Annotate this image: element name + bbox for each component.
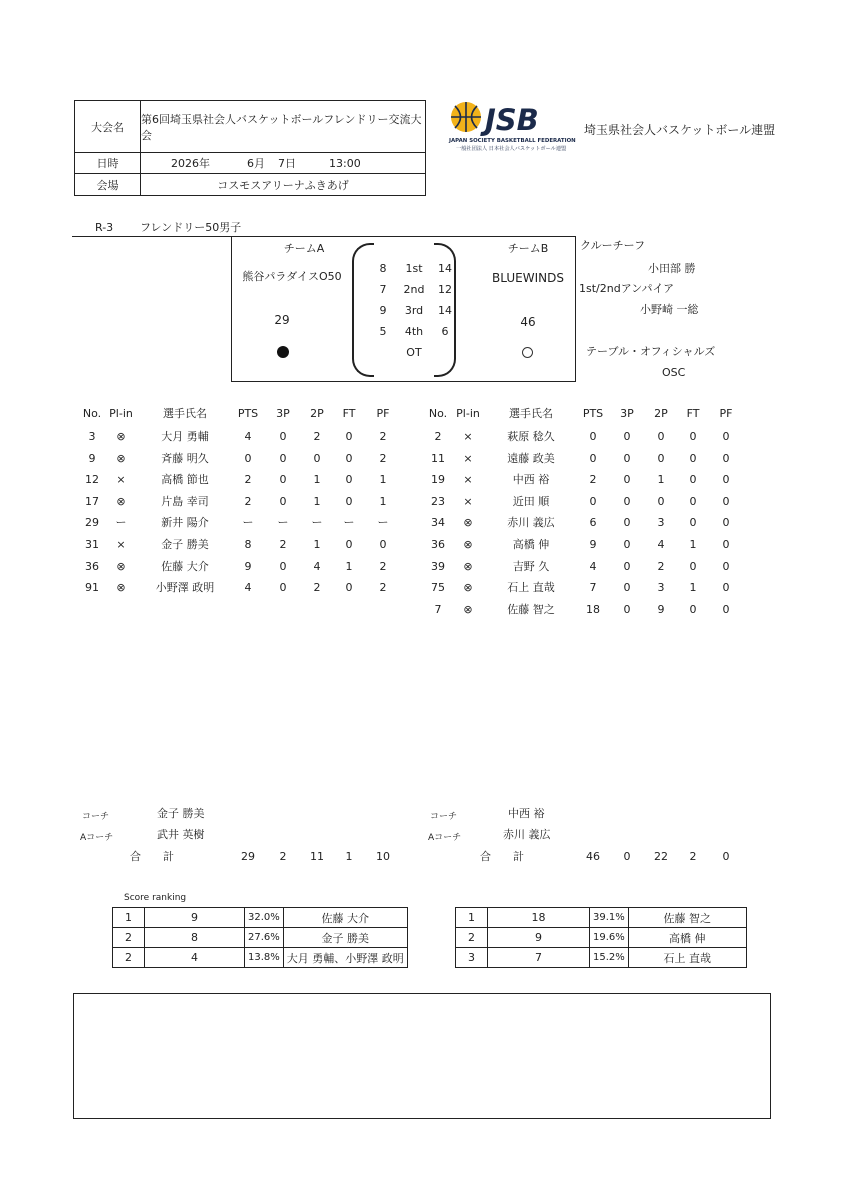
player-3p: 0: [623, 430, 631, 443]
player-2p: ー: [311, 516, 323, 530]
total-ft: 1: [345, 850, 353, 863]
rank-position: 2: [113, 928, 145, 948]
player-ft: 0: [689, 602, 697, 616]
total-pts: 46: [586, 850, 600, 863]
umpire-name: 小野崎 一総: [640, 303, 699, 316]
header-player-name: 選手氏名: [509, 407, 553, 420]
period-3-label: 3rd: [404, 304, 424, 317]
logo-line2: 一般社団法人 日本社会人バスケットボール連盟: [456, 146, 567, 152]
team-b-total: 46: [520, 315, 536, 329]
player-number: 7: [434, 602, 442, 616]
player-2p: 1: [657, 473, 665, 487]
header-plin: Pl-in: [456, 407, 480, 420]
score-box: [231, 236, 576, 382]
game-code: R-3: [95, 221, 114, 234]
ranking-row: [456, 908, 747, 928]
player-2p: 0: [313, 451, 321, 465]
player-number: 36: [85, 559, 99, 573]
play-in-mark: ⊗: [463, 516, 473, 530]
play-in-mark: ×: [116, 473, 126, 487]
rank-percentage: 15.2%: [590, 948, 629, 968]
player-pf: 0: [722, 451, 730, 465]
play-in-mark: ×: [463, 451, 473, 465]
player-pts: 6: [589, 516, 597, 530]
header-player-name: 選手氏名: [163, 407, 207, 420]
player-number: 17: [85, 494, 99, 508]
coach-name: 金子 勝美: [157, 807, 205, 820]
ranking-row: [113, 908, 408, 928]
team-b-label: チームB: [507, 242, 549, 255]
player-2p: 0: [657, 430, 665, 443]
tournament-name: 第6回埼玉県社会人バスケットボールフレンドリー交流大会: [141, 112, 422, 142]
total-2p: 11: [310, 850, 324, 863]
player-name: 高橋 伸: [512, 538, 550, 551]
player-number: 11: [431, 451, 445, 465]
player-number: 12: [85, 473, 99, 487]
player-3p: 0: [623, 602, 631, 616]
header-ft: FT: [686, 407, 700, 420]
period-ot-label: OT: [406, 346, 422, 359]
play-in-mark: ×: [116, 538, 126, 551]
period-2-a: 7: [379, 283, 387, 296]
period-2-b: 12: [438, 283, 452, 296]
player-2p: 4: [657, 538, 665, 551]
period-1-b: 14: [438, 262, 452, 275]
player-pf: 0: [722, 581, 730, 595]
ranking-row: [456, 928, 747, 948]
team-b-marker-icon: [522, 347, 533, 358]
player-pts: 4: [244, 430, 252, 443]
player-2p: 0: [657, 494, 665, 508]
notes-box[interactable]: [73, 993, 771, 1119]
rank-position: 1: [113, 908, 145, 928]
player-number: 34: [431, 516, 445, 530]
header-pts: PTS: [237, 407, 259, 420]
header-no: No.: [82, 407, 102, 420]
rank-position: 2: [113, 948, 145, 968]
header-pf: PF: [719, 407, 733, 420]
player-pf: 0: [722, 602, 730, 616]
player-number: 31: [85, 538, 99, 551]
player-name: 片島 幸司: [161, 494, 209, 508]
play-in-mark: ×: [463, 494, 473, 508]
crew-chief-label: クルーチーフ: [580, 239, 646, 252]
period-1-a: 8: [379, 262, 387, 275]
player-number: 75: [431, 581, 445, 595]
player-2p: 4: [313, 559, 321, 573]
rank-position: 3: [456, 948, 488, 968]
header-ft: FT: [342, 407, 356, 420]
player-name: 佐藤 大介: [161, 559, 209, 573]
header-plin: Pl-in: [109, 407, 133, 420]
venue-row: [75, 174, 425, 195]
total-pf: 10: [376, 850, 390, 863]
date-time: 13:00: [329, 157, 361, 170]
play-in-mark: ⊗: [116, 494, 126, 508]
player-2p: 1: [313, 494, 321, 508]
assistant-coach-name: 赤川 義広: [503, 828, 551, 841]
player-ft: 1: [689, 581, 697, 595]
rank-points: 8: [145, 928, 245, 948]
player-pf: 2: [379, 559, 387, 573]
player-pf: 0: [722, 516, 730, 530]
player-number: 91: [85, 581, 99, 595]
date-month: 6月: [247, 157, 265, 170]
player-3p: 0: [279, 451, 287, 465]
player-name: 大月 勇輔: [161, 430, 209, 443]
ranking-row: [456, 948, 747, 968]
team-a-total: 29: [274, 313, 290, 327]
rank-points: 7: [488, 948, 590, 968]
header-2p: 2P: [654, 407, 668, 420]
rank-percentage: 27.6%: [245, 928, 284, 948]
period-2-label: 2nd: [403, 283, 425, 296]
player-pts: 0: [589, 451, 597, 465]
player-3p: 0: [279, 473, 287, 487]
player-pf: ー: [377, 516, 389, 530]
player-3p: 0: [279, 430, 287, 443]
player-2p: 2: [657, 559, 665, 573]
player-pts: 2: [244, 473, 252, 487]
play-in-mark: ⊗: [463, 581, 473, 595]
player-number: 36: [431, 538, 445, 551]
player-pts: 9: [589, 538, 597, 551]
coach-label: コーチ: [82, 812, 110, 822]
player-3p: 0: [279, 494, 287, 508]
player-number: 9: [88, 451, 96, 465]
player-3p: 0: [279, 581, 287, 595]
umpire-label: 1st/2ndアンパイア: [579, 282, 675, 295]
player-ft: 0: [345, 494, 353, 508]
player-pf: 2: [379, 451, 387, 465]
player-2p: 2: [313, 430, 321, 443]
coach-name: 中西 裕: [508, 807, 545, 820]
ranking-row: [113, 948, 408, 968]
player-pf: 1: [379, 494, 387, 508]
rank-percentage: 32.0%: [245, 908, 284, 928]
player-pf: 0: [379, 538, 387, 551]
crew-chief-name: 小田部 勝: [648, 262, 696, 275]
game-info-box: [74, 100, 426, 196]
player-3p: 0: [623, 538, 631, 551]
team-a-label: チームA: [283, 242, 325, 255]
player-3p: 0: [623, 581, 631, 595]
player-name: 赤川 義広: [507, 516, 555, 530]
period-4-b: 6: [441, 325, 449, 338]
player-pf: 0: [722, 538, 730, 551]
player-name: 吉野 久: [512, 559, 550, 573]
player-pts: 9: [244, 559, 252, 573]
player-pts: 18: [586, 602, 600, 616]
total-ft: 2: [689, 850, 697, 863]
player-ft: 0: [689, 473, 697, 487]
player-name: 高橋 節也: [161, 473, 209, 487]
player-number: 23: [431, 494, 445, 508]
jsb-logo: [447, 100, 576, 152]
player-3p: 2: [279, 538, 287, 551]
player-pf: 0: [722, 430, 730, 443]
player-pf: 0: [722, 473, 730, 487]
player-3p: 0: [279, 559, 287, 573]
player-pts: 2: [244, 494, 252, 508]
total-pts: 29: [241, 850, 255, 863]
player-2p: 9: [657, 602, 665, 616]
rank-position: 1: [456, 908, 488, 928]
player-pts: 4: [244, 581, 252, 595]
player-pts: 0: [589, 430, 597, 443]
play-in-mark: ⊗: [116, 430, 126, 443]
team-b-score-ranking: [455, 907, 747, 968]
player-ft: 0: [689, 494, 697, 508]
header-3p: 3P: [620, 407, 634, 420]
player-number: 39: [431, 559, 445, 573]
table-officials-name: OSC: [662, 366, 686, 379]
rank-percentage: 39.1%: [590, 908, 629, 928]
player-3p: 0: [623, 516, 631, 530]
player-ft: 1: [689, 538, 697, 551]
header-3p: 3P: [276, 407, 290, 420]
player-number: 29: [85, 516, 99, 530]
period-4-a: 5: [379, 325, 387, 338]
player-ft: ー: [343, 516, 355, 530]
player-ft: 0: [689, 451, 697, 465]
basketball-icon: [447, 100, 576, 152]
ranking-row: [113, 928, 408, 948]
date-row: [75, 153, 425, 174]
play-in-mark: ×: [463, 430, 473, 443]
rank-points: 9: [488, 928, 590, 948]
coach-label: コーチ: [430, 812, 458, 822]
player-name: 中西 裕: [512, 473, 550, 487]
total-3p: 2: [279, 850, 287, 863]
player-ft: 0: [689, 559, 697, 573]
rank-points: 4: [145, 948, 245, 968]
assistant-coach-label: Aコーチ: [428, 833, 462, 843]
player-2p: 3: [657, 581, 665, 595]
team-a-marker-icon: [277, 346, 289, 358]
player-2p: 1: [313, 473, 321, 487]
player-ft: 0: [689, 430, 697, 443]
rank-points: 9: [145, 908, 245, 928]
player-name: 新井 陽介: [161, 516, 209, 530]
player-pf: 1: [379, 473, 387, 487]
player-name: 萩原 稔久: [507, 430, 555, 443]
rank-player-name: 佐藤 大介: [283, 908, 407, 928]
player-pts: ー: [242, 516, 254, 530]
date-day: 7日: [278, 157, 296, 170]
player-pts: 4: [589, 559, 597, 573]
logo-mark: JSB: [485, 103, 539, 137]
play-in-mark: ー: [115, 516, 127, 530]
player-pts: 0: [244, 451, 252, 465]
play-in-mark: ⊗: [463, 602, 473, 616]
federation-name: 埼玉県社会人バスケットボール連盟: [584, 123, 776, 137]
period-bracket-left: [352, 243, 374, 377]
player-number: 19: [431, 473, 445, 487]
player-3p: 0: [623, 473, 631, 487]
player-pf: 2: [379, 581, 387, 595]
player-name: 小野澤 政明: [155, 581, 215, 595]
total-3p: 0: [623, 850, 631, 863]
period-1-label: 1st: [405, 262, 423, 275]
team-b-name: BLUEWINDS: [492, 271, 564, 285]
total-label: 合 計: [130, 850, 174, 863]
rank-percentage: 13.8%: [245, 948, 284, 968]
player-name: 金子 勝美: [161, 538, 209, 551]
player-pts: 2: [589, 473, 597, 487]
player-ft: 1: [345, 559, 353, 573]
assistant-coach-label: Aコーチ: [80, 833, 114, 843]
player-name: 佐藤 智之: [507, 602, 555, 616]
period-3-a: 9: [379, 304, 387, 317]
team-a-score-ranking: [112, 907, 408, 968]
rank-player-name: 佐藤 智之: [628, 908, 746, 928]
rank-points: 18: [488, 908, 590, 928]
header-no: No.: [428, 407, 448, 420]
tournament-label: 大会名: [75, 101, 141, 152]
total-pf: 0: [722, 850, 730, 863]
score-ranking-label: Score ranking: [124, 893, 187, 903]
header-pts: PTS: [582, 407, 604, 420]
player-2p: 0: [657, 451, 665, 465]
player-number: 3: [88, 430, 96, 443]
date-year: 2026年: [171, 157, 210, 170]
total-2p: 22: [654, 850, 668, 863]
rank-position: 2: [456, 928, 488, 948]
player-name: 斉藤 明久: [161, 451, 209, 465]
player-ft: 0: [345, 451, 353, 465]
player-ft: 0: [345, 430, 353, 443]
player-name: 近田 順: [512, 494, 550, 508]
player-ft: 0: [345, 581, 353, 595]
venue-name: コスモスアリーナふきあげ: [217, 178, 349, 192]
period-4-label: 4th: [404, 325, 424, 338]
total-label: 合 計: [480, 850, 524, 863]
team-a-name: 熊谷パラダイスO50: [242, 270, 342, 283]
player-pts: 7: [589, 581, 597, 595]
player-pts: 0: [589, 494, 597, 508]
rank-player-name: 石上 直哉: [628, 948, 746, 968]
rank-player-name: 大月 勇輔、小野澤 政明: [283, 948, 407, 968]
logo-line1: JAPAN SOCIETY BASKETBALL FEDERATION: [449, 138, 576, 144]
play-in-mark: ⊗: [116, 451, 126, 465]
player-ft: 0: [345, 473, 353, 487]
player-3p: 0: [623, 494, 631, 508]
player-pts: 8: [244, 538, 252, 551]
player-pf: 0: [722, 494, 730, 508]
period-3-b: 14: [438, 304, 452, 317]
rank-player-name: 金子 勝美: [283, 928, 407, 948]
player-ft: 0: [689, 516, 697, 530]
play-in-mark: ×: [463, 473, 473, 487]
player-ft: 0: [345, 538, 353, 551]
header-2p: 2P: [310, 407, 324, 420]
rank-player-name: 高橋 伸: [628, 928, 746, 948]
play-in-mark: ⊗: [116, 581, 126, 595]
play-in-mark: ⊗: [116, 559, 126, 573]
table-officials-label: テーブル・オフィシャルズ: [586, 345, 716, 358]
player-pf: 0: [722, 559, 730, 573]
player-2p: 3: [657, 516, 665, 530]
play-in-mark: ⊗: [463, 538, 473, 551]
header-pf: PF: [376, 407, 390, 420]
play-in-mark: ⊗: [463, 559, 473, 573]
rank-percentage: 19.6%: [590, 928, 629, 948]
venue-label: 会場: [75, 174, 141, 195]
player-3p: 0: [623, 559, 631, 573]
assistant-coach-name: 武井 英樹: [157, 828, 205, 841]
player-pf: 2: [379, 430, 387, 443]
player-3p: 0: [623, 451, 631, 465]
player-name: 石上 直哉: [507, 581, 555, 595]
player-3p: ー: [277, 516, 289, 530]
player-2p: 1: [313, 538, 321, 551]
tournament-row: [75, 101, 425, 153]
player-name: 遠藤 政美: [507, 451, 555, 465]
player-number: 2: [434, 430, 442, 443]
date-label: 日時: [75, 153, 141, 173]
player-2p: 2: [313, 581, 321, 595]
category-underline: [72, 236, 232, 237]
game-category: フレンドリー50男子: [140, 221, 242, 234]
